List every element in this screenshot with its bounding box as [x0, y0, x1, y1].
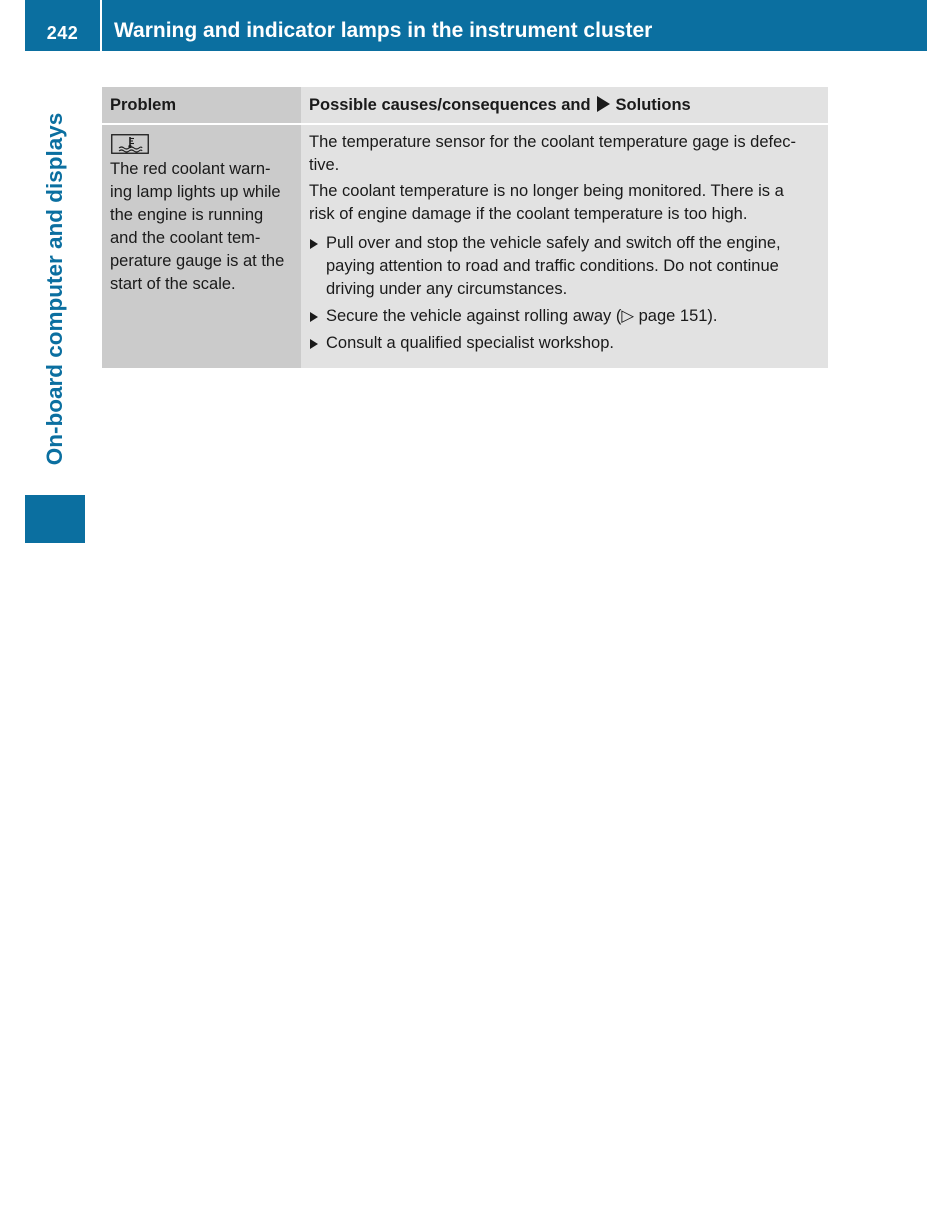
problem-line: perature gauge is at the	[110, 252, 285, 270]
problem-line: The red coolant warn-	[110, 160, 271, 178]
consequence-line: risk of engine damage if the coolant temperature is too high.	[309, 205, 748, 223]
side-section-tab	[25, 495, 85, 543]
consequence-paragraph	[309, 180, 823, 226]
header-row-divider	[102, 123, 828, 125]
step-arrow-icon	[310, 239, 318, 249]
step-line: paying attention to road and traffic conditions. Do not continue	[326, 257, 779, 275]
page-number: 242	[46, 23, 79, 43]
step-arrow-icon	[310, 339, 318, 349]
step-line: driving under any circumstances.	[326, 280, 568, 298]
step-line: Pull over and stop the vehicle safely and switch off the engine,	[326, 234, 781, 252]
cause-line: The temperature sensor for the coolant temperature gage is defec-	[309, 133, 797, 151]
solution-step	[309, 305, 823, 328]
problem-line: the engine is running	[110, 206, 264, 224]
solutions-arrow-icon	[597, 96, 610, 112]
solution-step	[309, 332, 823, 355]
problem-column-header: Problem	[110, 95, 177, 114]
cause-paragraph	[309, 131, 823, 177]
page-title: Warning and indicator lamps in the instrument cluster	[114, 19, 653, 42]
solution-header-text: Possible causes/consequences and	[309, 95, 591, 114]
step-line-page-reference: Secure the vehicle against rolling away (▷ page 151).	[326, 307, 718, 325]
step-arrow-icon	[310, 312, 318, 322]
problem-solution-table	[102, 87, 828, 368]
solution-header-solutions: Solutions	[615, 95, 691, 114]
coolant-temperature-warning-lamp-icon	[111, 134, 149, 154]
solution-step	[309, 232, 823, 301]
step-line: Consult a qualified specialist workshop.	[326, 334, 614, 352]
side-section-label: On-board computer and displays	[42, 112, 67, 466]
cause-line: tive.	[309, 156, 340, 174]
problem-line: and the coolant tem-	[110, 229, 261, 247]
problem-line: start of the scale.	[110, 275, 236, 293]
header-divider	[100, 0, 102, 51]
problem-line: ing lamp lights up while	[110, 183, 281, 201]
problem-description	[110, 158, 298, 296]
consequence-line: The coolant temperature is no longer being monitored. There is a	[309, 182, 784, 200]
side-section-label-area	[25, 90, 85, 488]
solution-column-header	[309, 87, 691, 123]
